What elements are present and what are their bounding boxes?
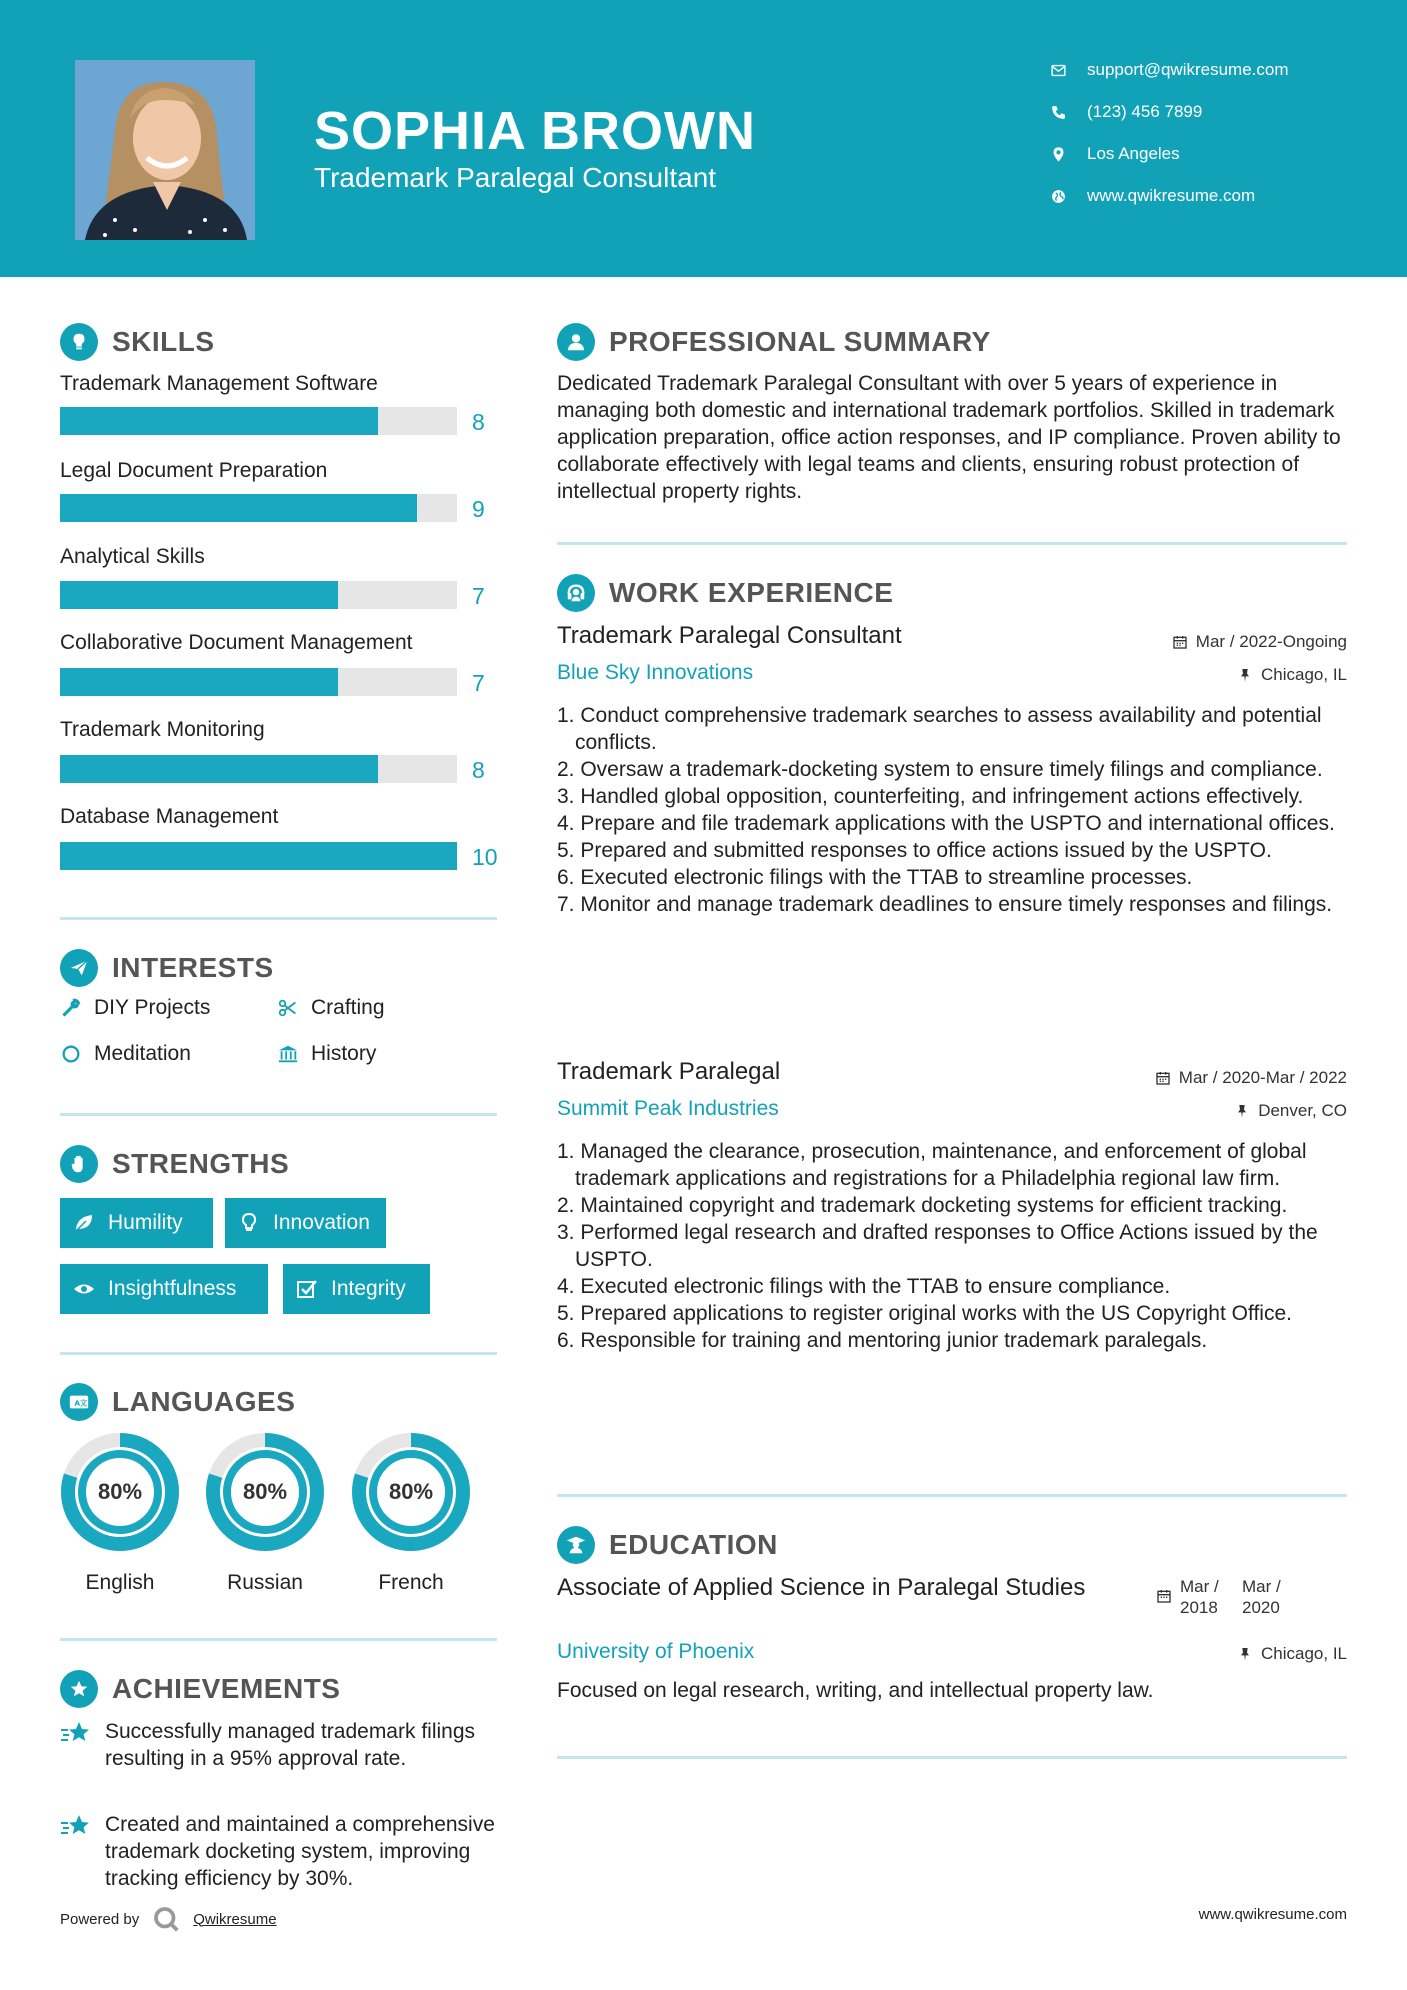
contact-website-text: www.qwikresume.com	[1087, 186, 1256, 205]
wrench-icon	[60, 997, 82, 1019]
strength-chip	[60, 1198, 213, 1248]
education-end-month: Mar /	[1242, 1577, 1281, 1596]
duty-item: 5. Prepared and submitted responses to office actions issued by the USPTO.	[557, 839, 1272, 862]
skill-name: Analytical Skills	[60, 545, 205, 568]
contact-phone-text: (123) 456 7899	[1087, 102, 1203, 121]
education-description: Focused on legal research, writing, and intellectual property law.	[557, 1679, 1154, 1702]
skill-value: 7	[472, 670, 485, 696]
achievement-item	[60, 1718, 505, 1772]
education-dates	[1156, 1576, 1302, 1618]
leaf-icon	[72, 1211, 96, 1235]
duty-item: 5. Prepared applications to register original works with the US Copyright Office.	[557, 1302, 1292, 1325]
contact-location	[1050, 144, 1180, 164]
contact-phone[interactable]	[1050, 102, 1202, 122]
skill-bar-fill	[60, 842, 457, 870]
summary-heading	[557, 323, 991, 361]
skill-name: Collaborative Document Management	[60, 631, 413, 654]
interest-item	[60, 996, 210, 1020]
job-location-text: Denver, CO	[1258, 1101, 1347, 1120]
job-duties	[557, 702, 1357, 918]
skill-bar	[60, 581, 457, 609]
experience-title: WORK EXPERIENCE	[609, 577, 894, 608]
star-icon	[60, 1720, 92, 1748]
job-company: Blue Sky Innovations	[557, 661, 754, 684]
languages-heading	[60, 1383, 295, 1421]
summary-title: PROFESSIONAL SUMMARY	[609, 326, 991, 357]
skill-bar-fill	[60, 581, 338, 609]
education-title: EDUCATION	[609, 1529, 778, 1560]
language-item	[350, 1431, 472, 1595]
skill-bar	[60, 842, 457, 870]
skill-bar	[60, 494, 457, 522]
job-location-text: Chicago, IL	[1261, 665, 1347, 684]
language-percent: 80%	[388, 1479, 434, 1504]
achievement-text: Created and maintained a comprehensive trademark docketing system, improving tracking efficiency by 30%.	[105, 1813, 495, 1890]
job-dates	[1155, 1068, 1347, 1088]
section-divider	[60, 1113, 497, 1116]
star-badge-icon	[60, 1670, 98, 1708]
job-company: Summit Peak Industries	[557, 1097, 779, 1120]
interest-item	[277, 1042, 376, 1066]
duty-item: 1. Managed the clearance, prosecution, maintenance, and enforcement of global trademark applications and registrations for a Philadelphia regional law firm.	[557, 1140, 1307, 1190]
summary-text: Dedicated Trademark Paralegal Consultant with over 5 years of experience in managing both domestic and international trademark portfolios. Skilled in trademark application preparation, office action responses, and IP compliance. Proven ability to collaborate effectively with legal teams and clients, ensuring robust protection of intellectual property rights.	[557, 372, 1341, 503]
raised-hand-icon	[60, 1145, 98, 1183]
language-percent: 80%	[97, 1479, 143, 1504]
skill-value: 10	[472, 844, 498, 870]
experience-heading	[557, 574, 893, 612]
pushpin-icon	[1234, 1103, 1250, 1119]
skills-title: SKILLS	[112, 326, 215, 357]
interest-label: Crafting	[311, 996, 385, 1019]
museum-icon	[277, 1043, 299, 1065]
duty-item: 4. Executed electronic filings with the TTAB to ensure compliance.	[557, 1275, 1171, 1298]
language-percent: 80%	[242, 1479, 288, 1504]
skill-bar-fill	[60, 668, 338, 696]
contact-email[interactable]	[1050, 60, 1289, 80]
qwikresume-link[interactable]: Qwikresume	[193, 1910, 277, 1928]
language-item	[204, 1431, 326, 1595]
user-icon	[557, 323, 595, 361]
candidate-title: Trademark Paralegal Consultant	[314, 162, 717, 193]
profile-photo-image	[75, 60, 255, 240]
pushpin-icon	[1237, 1646, 1253, 1662]
duty-item: 2. Maintained copyright and trademark docketing systems for efficient tracking.	[557, 1194, 1288, 1217]
duty-item: 4. Prepare and file trademark applications with the USPTO and international offices.	[557, 812, 1335, 835]
candidate-name: SOPHIA BROWN	[314, 101, 756, 161]
duty-item: 3. Handled global opposition, counterfeiting, and infringement actions effectively.	[557, 785, 1304, 808]
strength-label: Insightfulness	[108, 1277, 237, 1300]
qwikresume-logo-icon	[151, 1904, 181, 1934]
lightbulb-icon	[60, 323, 98, 361]
language-icon	[60, 1383, 98, 1421]
skill-bar	[60, 755, 457, 783]
pushpin-icon	[1237, 667, 1253, 683]
skill-name: Trademark Management Software	[60, 372, 378, 395]
job-location	[1234, 1101, 1347, 1121]
star-icon	[60, 1813, 92, 1841]
calendar-icon	[1172, 634, 1188, 650]
footer-website[interactable]: www.qwikresume.com	[1198, 1906, 1347, 1923]
scissors-icon	[277, 997, 299, 1019]
skill-value: 8	[472, 409, 485, 435]
skill-bar	[60, 407, 457, 435]
map-pin-icon	[1050, 146, 1067, 163]
job-dates-text: Mar / 2022-Ongoing	[1195, 632, 1347, 651]
section-divider	[557, 542, 1347, 545]
envelope-icon	[1050, 62, 1067, 79]
duty-item: 6. Responsible for training and mentoring junior trademark paralegals.	[557, 1329, 1208, 1352]
strength-chip	[60, 1264, 268, 1314]
education-end-year: 2020	[1242, 1598, 1280, 1617]
education-degree: Associate of Applied Science in Paralegal Studies	[557, 1574, 1086, 1601]
strength-chip	[283, 1264, 430, 1314]
job-dates-text: Mar / 2020-Mar / 2022	[1178, 1068, 1347, 1087]
language-name: French	[378, 1571, 444, 1594]
achievement-item	[60, 1811, 505, 1892]
paper-plane-icon	[60, 949, 98, 987]
profile-photo	[75, 60, 255, 240]
strength-label: Innovation	[273, 1211, 370, 1234]
strengths-title: STRENGTHS	[112, 1148, 290, 1179]
skill-name: Database Management	[60, 805, 279, 828]
achievement-text: Successfully managed trademark filings resulting in a 95% approval rate.	[105, 1720, 476, 1770]
education-school: University of Phoenix	[557, 1640, 755, 1663]
headset-icon	[557, 574, 595, 612]
powered-by-label: Powered by	[60, 1910, 140, 1928]
phone-icon	[1050, 104, 1067, 121]
language-gauge	[59, 1431, 181, 1553]
job-title: Trademark Paralegal Consultant	[557, 622, 902, 649]
language-name: English	[85, 1571, 155, 1594]
job-dates	[1172, 632, 1347, 652]
svg-text:A: A	[74, 1398, 81, 1408]
section-divider	[60, 1352, 497, 1355]
checkbox-icon	[295, 1277, 319, 1301]
education-end	[1242, 1576, 1302, 1618]
interests-title: INTERESTS	[112, 952, 274, 983]
skill-name: Trademark Monitoring	[60, 718, 265, 741]
skill-bar	[60, 668, 457, 696]
duty-item: 2. Oversaw a trademark-docketing system to ensure timely filings and compliance.	[557, 758, 1323, 781]
skill-value: 8	[472, 757, 485, 783]
duty-item: 3. Performed legal research and drafted responses to Office Actions issued by the USPTO.	[557, 1221, 1318, 1271]
contact-website[interactable]	[1050, 186, 1255, 206]
globe-icon	[1050, 188, 1067, 205]
interests-heading	[60, 949, 274, 987]
skill-value: 7	[472, 583, 485, 609]
strength-label: Humility	[108, 1211, 183, 1234]
skill-value: 9	[472, 496, 485, 522]
duty-item: 1. Conduct comprehensive trademark searches to assess availability and potential conflicts.	[557, 704, 1322, 754]
education-start-month: Mar /	[1180, 1577, 1219, 1596]
contact-location-text: Los Angeles	[1087, 144, 1180, 163]
strength-chip	[225, 1198, 386, 1248]
svg-text:文: 文	[79, 1398, 88, 1408]
skills-heading	[60, 323, 215, 361]
achievements-title: ACHIEVEMENTS	[112, 1673, 341, 1704]
education-start	[1180, 1576, 1242, 1618]
interest-label: DIY Projects	[94, 996, 211, 1019]
section-divider	[60, 1638, 497, 1641]
calendar-icon	[1156, 1588, 1172, 1604]
job-duties	[557, 1138, 1357, 1354]
language-gauge	[204, 1431, 326, 1553]
powered-by	[60, 1904, 277, 1934]
contact-email-text: support@qwikresume.com	[1087, 60, 1289, 79]
education-location-text: Chicago, IL	[1261, 1644, 1347, 1663]
section-divider	[60, 917, 497, 920]
skill-name: Legal Document Preparation	[60, 459, 328, 482]
lightbulb-icon	[237, 1211, 261, 1235]
education-location	[1237, 1644, 1347, 1664]
duty-item: 7. Monitor and manage trademark deadlines to ensure timely responses and filings.	[557, 893, 1333, 916]
education-heading	[557, 1526, 778, 1564]
section-divider	[557, 1756, 1347, 1759]
eye-icon	[72, 1277, 96, 1301]
calendar-icon	[1155, 1070, 1171, 1086]
language-gauge	[350, 1431, 472, 1553]
interest-label: Meditation	[94, 1042, 191, 1065]
skill-bar-fill	[60, 494, 417, 522]
graduate-icon	[557, 1526, 595, 1564]
strengths-heading	[60, 1145, 289, 1183]
language-name: Russian	[227, 1571, 303, 1594]
strength-label: Integrity	[331, 1277, 406, 1300]
circle-icon	[60, 1043, 82, 1065]
resume-header	[0, 0, 1407, 277]
section-divider	[557, 1494, 1347, 1497]
job-title: Trademark Paralegal	[557, 1058, 781, 1085]
interest-item	[60, 1042, 191, 1066]
languages-title: LANGUAGES	[112, 1386, 296, 1417]
achievements-heading	[60, 1670, 340, 1708]
education-start-year: 2018	[1180, 1598, 1218, 1617]
job-location	[1237, 665, 1347, 685]
skill-bar-fill	[60, 407, 378, 435]
language-item	[59, 1431, 181, 1595]
skill-bar-fill	[60, 755, 378, 783]
interest-item	[277, 996, 385, 1020]
duty-item: 6. Executed electronic filings with the TTAB to streamline processes.	[557, 866, 1193, 889]
interest-label: History	[311, 1042, 377, 1065]
